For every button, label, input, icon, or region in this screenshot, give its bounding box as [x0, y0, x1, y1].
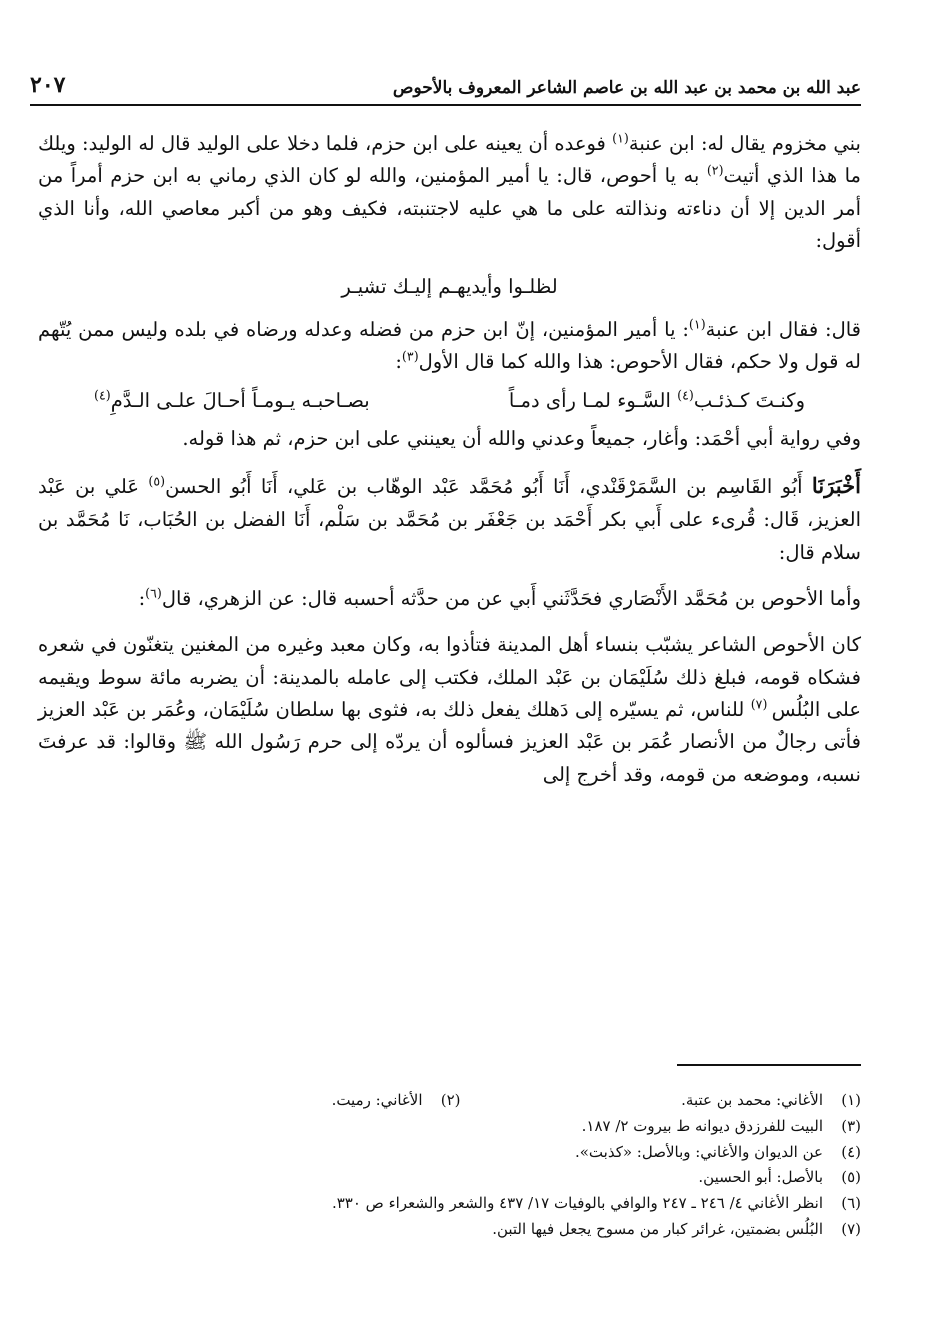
footnote-text: انظر الأغاني ٤/ ٢٤٦ ـ ٢٤٧ والوافي بالوفيات ١٧/ ٤٣٧ والشعر والشعراء ص ٣٣٠. — [331, 1194, 823, 1213]
paragraph-6 — [38, 629, 861, 791]
footnote-ref-7: (٧) — [750, 696, 772, 712]
footnote-ref-1: (١) — [612, 130, 629, 146]
footnote-5 — [60, 1165, 861, 1191]
verse-second-hemistich — [94, 385, 370, 417]
footnote-text: البيت للفرزدق ديوانه ط بيروت ٢/ ١٨٧. — [581, 1116, 823, 1135]
footnote-divider — [677, 1064, 861, 1066]
verse-first-hemistich — [509, 385, 805, 417]
paragraph-2-text-b: : يا أمير المؤمنين، إنّ ابن حزم من فضله وعدله ورضاه في بلده وليس ممن يُتّهم له قول ولا حكم، فقال الأحوص: هذا والله كما قال الأول — [38, 317, 861, 374]
footnote-text: عن الديوان والأغاني: وبالأصل: «كذبت». — [574, 1142, 823, 1161]
paragraph-2-text-a: قال: فقال ابن عنبة — [705, 317, 861, 341]
verse-hemistich: لظلـوا وأيديهـم إليـك تشيـر — [341, 275, 558, 299]
footnote-2 — [60, 1088, 461, 1114]
footnote-ref-2: (٢) — [706, 162, 724, 178]
footnote-number: (٥) — [841, 1168, 861, 1187]
verse-couplet — [38, 385, 861, 417]
paragraph-4-text-b: عَلي بن عَبْد العزيز، قَال: قُرىء على أَبي بكر أَحْمَد بن جَعْفَر بن مُحَمَّد بن سَلْم، أَنَا الفضل بن الحُبَاب، نَا مُحَمَّد بن سلام قال: — [38, 475, 861, 564]
paragraph-3: وفي رواية أبي أحْمَد: وأغار، جميعاً وعدني والله أن يعينني على ابن حزم، ثم هذا قوله. — [182, 426, 861, 450]
paragraph-5 — [38, 583, 861, 615]
footnote-number: (٤) — [841, 1142, 861, 1161]
footnote-ref-5: (٥) — [148, 473, 166, 489]
footnote-ref-6: (٦) — [145, 585, 162, 601]
isnad-head: أَخْبَرَنَا — [811, 473, 862, 499]
paragraph-5-text-b: : — [138, 586, 146, 610]
running-title: عبد الله بن محمد بن عبد الله بن عاصم الشاعر المعروف بالأحوص — [392, 78, 861, 98]
verse-second-text: بصـاحبـه يـومـاً أحـالَ علـى الـدَّمِ — [110, 388, 370, 412]
paragraph-1-text-c: به يا أحوص، قال: يا أمير المؤمنين، والله لو كان الذي رماني به ابن حزم أمراً من أمر الدين إلا أن دناءته ونذالته على ما هي عليه لاجتنبته، فكيف وهو من أكبر معاصي الله، وأنا الذي أقول: — [38, 164, 862, 253]
verse-first-text-a: وكنـتَ كـذئـب — [693, 388, 805, 412]
paragraph-4 — [38, 469, 861, 569]
paragraph-1-text-a: بني مخزوم يقال له: ابن عنبة — [628, 132, 861, 155]
footnote-7 — [60, 1217, 861, 1243]
footnote-ref-4b: (٤) — [94, 387, 111, 403]
footnote-number: (٧) — [841, 1219, 861, 1238]
paragraph-6-text-a: كان الأحوص الشاعر يشبّب بنساء أهل المدينة فتأذوا به، وكان معبد وغيره من المغنين يتغنّون في شعره فشكاه قومه، فبلغ ذلك سُلَيْمَان بن عَبْد الملك، فكتب إلى عامله بالمدينة: أن يضربه مائة سوط ويقيمه على البُلُس — [38, 633, 862, 721]
page-header — [30, 60, 861, 106]
footnote-1 — [461, 1088, 862, 1114]
footnote-ref-1b: (١) — [688, 316, 706, 332]
footnote-number: (٦) — [841, 1194, 861, 1213]
paragraph-1-text-b: فوعده أن يعينه على ابن حزم، فلما دخلا على الوليد قال له الوليد: ويلك ما هذا الذي أتيت — [38, 132, 861, 188]
paragraph-2 — [38, 314, 861, 379]
paragraph-6-text-b: للناس، ثم يسيّره إلى دَهلك يفعل ذلك به، فثوى بها سلطان سُلَيْمَان، وعُمَر بن عَبْد العزيز فأتى رجالٌ من الأنصار عُمَر بن عَبْد العزيز فسألوه أن يردّه إلى حرم رَسُول الله ﷺ وقالوا: قد عرفتَ نسبه، وموضعه من قومه، وقد أخرج إلى — [38, 697, 861, 786]
paragraph-1 — [38, 128, 861, 257]
footnote-number: (١) — [841, 1091, 861, 1109]
footnote-3 — [60, 1114, 861, 1140]
footnote-text: الأغاني: رميت. — [331, 1091, 423, 1109]
footnotes — [60, 1088, 861, 1243]
page-number: ٢٠٧ — [30, 72, 66, 98]
footnote-text: بالأصل: أبو الحسين. — [698, 1168, 823, 1187]
paragraph-4-text-a: أَبُو القَاسِم بن السَّمَرْقَنْدي، أَنَا أَبُو مُحَمَّد عَبْد الوهّاب بن عَلي، أَنَا أَبُو الحسن — [165, 475, 812, 499]
footnote-number: (٢) — [440, 1091, 461, 1109]
paragraph-2-text-c: : — [395, 350, 402, 374]
footnote-ref-4: (٤) — [677, 387, 694, 403]
footnote-number: (٣) — [841, 1116, 861, 1135]
main-text — [38, 128, 861, 791]
footnote-text: البُلُس بضمتين، غرائر كبار من مسوح يجعل فيها التبن. — [492, 1219, 823, 1238]
footnote-text: الأغاني: محمد بن عتبة. — [681, 1091, 823, 1109]
footnote-ref-3: (٣) — [401, 348, 419, 364]
paragraph-5-text-a: وأما الأحوص بن مُحَمَّد الأَنْصَاري فحَدَّثَني أَبي عن من حدَّثه أحسبه قال: عن الزهري، قال — [161, 586, 861, 610]
footnote-4 — [60, 1140, 861, 1166]
footnote-pair-1-2 — [60, 1088, 861, 1114]
footnote-6 — [60, 1191, 861, 1217]
verse-first-text-b: السَّـوء لمـا رأى دمـاً — [508, 388, 678, 412]
